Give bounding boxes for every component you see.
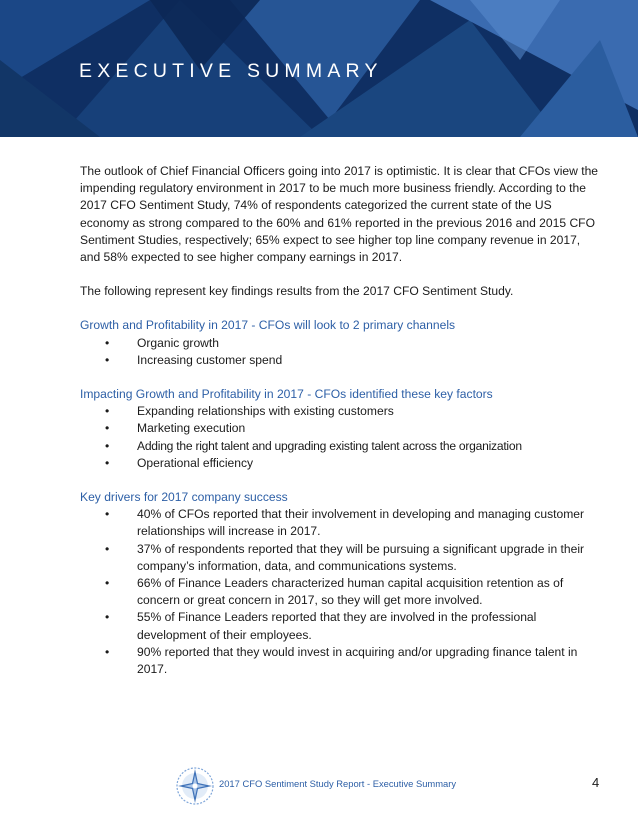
bullet-icon: • [105,421,110,436]
spacer [80,266,600,283]
spacer [80,472,600,489]
bullet-icon: • [105,541,110,556]
section-heading-growth: Growth and Profitability in 2017 - CFOs will look to 2 primary channels [80,318,456,333]
bullet-icon: • [105,455,110,470]
header-banner [0,0,638,137]
intro-paragraph: The outlook of Chief Financial Officers going into 2017 is optimistic. It is clear that CFOs view the impending regulatory environment in 2017 to be much more business friendly. According to the 2017 CFO Sentiment Study, 74% of respondents categorized the current state of the US economy as strong compared to the 60% and 61% reported in the previous 2016 and 2015 CFO Sentiment Studies, respectively; 65% expect to see higher top line company revenue in 2017, and 58% expected to see higher company earnings in 2017. [80,164,599,265]
page-title: EXECUTIVE SUMMARY [79,60,383,82]
list-item [80,438,600,455]
list-item-text: 90% reported that they would invest in acquiring and/or upgrading finance talent in 2017. [137,644,578,677]
spacer [80,369,600,386]
list-item [80,420,600,437]
list-item [80,352,600,369]
list-item-text: Organic growth [137,335,220,350]
list-item-text: Increasing customer spend [137,352,283,367]
bullet-icon: • [105,438,110,453]
list-item-text: 55% of Finance Leaders reported that they are involved in the professional development of their employees. [137,610,537,642]
list-item [80,644,600,678]
bullet-icon: • [105,610,110,625]
list-item [80,506,600,540]
spacer [80,300,600,317]
bullet-icon: • [105,576,110,591]
footer-title: 2017 CFO Sentiment Study Report - Executive Summary [219,778,457,789]
bullet-icon: • [105,507,110,522]
list-item [80,335,600,352]
list-item [80,455,600,472]
bullet-icon: • [105,644,110,659]
key-drivers-list [80,506,600,678]
page-number: 4 [592,775,600,790]
compass-star-logo-icon [175,766,215,806]
list-item [80,609,600,643]
section-heading-impacting: Impacting Growth and Profitability in 2017 - CFOs identified these key factors [80,387,493,402]
list-item-text: 37% of respondents reported that they will be pursuing a significant upgrade in their company’s information, data, and communications systems. [137,541,585,573]
list-item-text: Adding the right talent and upgrading existing talent across the organization [137,438,522,453]
executive-summary-body [80,163,600,678]
findings-intro-paragraph: The following represent key findings results from the 2017 CFO Sentiment Study. [80,284,514,299]
bullet-icon: • [105,404,110,419]
list-item-text: Marketing execution [137,421,246,436]
bullet-icon: • [105,352,110,367]
growth-list [80,335,600,369]
bullet-icon: • [105,335,110,350]
list-item-text: 40% of CFOs reported that their involvement in developing and managing customer relationships will increase in 2017. [137,507,585,539]
list-item-text: Expanding relationships with existing customers [137,404,394,419]
list-item-text: Operational efficiency [137,455,254,470]
impacting-list [80,403,600,472]
list-item [80,575,600,609]
list-item [80,541,600,575]
list-item-text: 66% of Finance Leaders characterized human capital acquisition retention as of concern or great concern in 2017, so they will get more involved. [137,576,564,608]
list-item [80,403,600,420]
section-heading-key-drivers: Key drivers for 2017 company success [80,490,288,505]
